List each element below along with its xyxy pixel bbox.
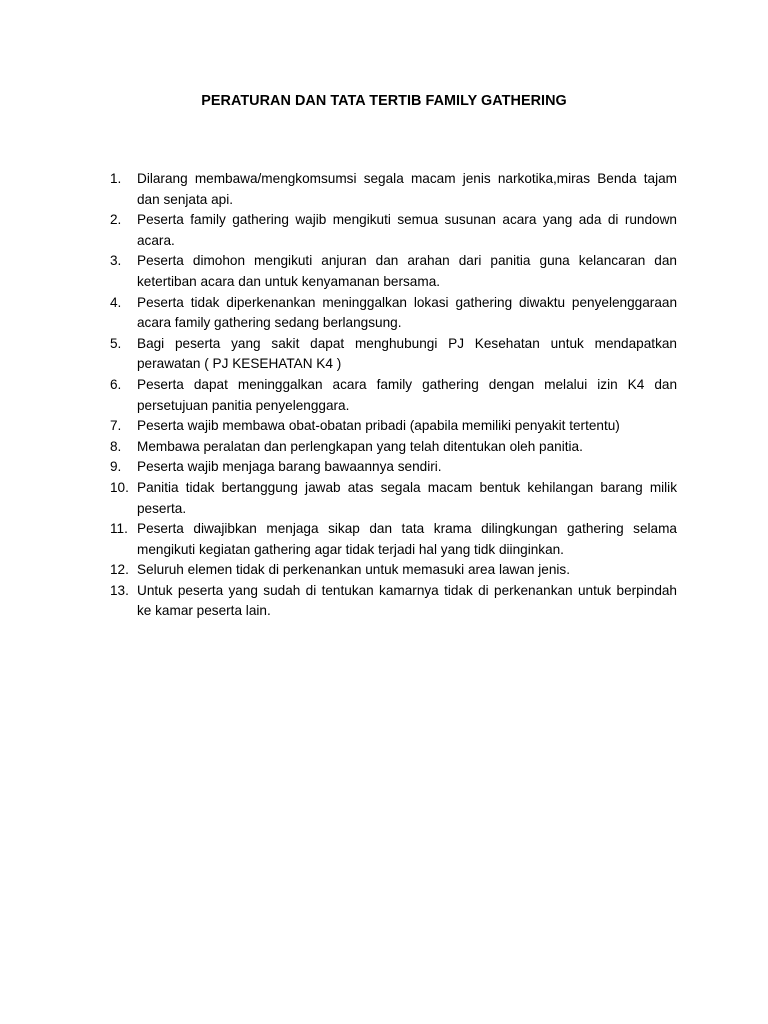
rule-number: 10. xyxy=(110,479,129,495)
rule-text: Membawa peralatan dan perlengkapan yang telah ditentukan oleh panitia. xyxy=(137,438,583,454)
rule-text: Peserta tidak diperkenankan meninggalkan lokasi gathering diwaktu penyelenggaraan acara family gathering sedang berlangsung. xyxy=(137,294,677,331)
rule-item-8 xyxy=(110,437,677,458)
rule-item-12 xyxy=(110,560,677,581)
rule-number: 1. xyxy=(110,171,122,186)
rule-item-13 xyxy=(110,581,677,622)
rule-text: Peserta family gathering wajib mengikuti semua susunan acara yang ada di rundown acara. xyxy=(137,212,677,248)
rule-number: 4. xyxy=(110,294,122,310)
rule-number: 9. xyxy=(110,459,122,475)
rule-number: 8. xyxy=(110,438,122,454)
rule-item-6 xyxy=(110,375,677,416)
rule-item-10 xyxy=(110,478,677,519)
rule-text: Peserta diwajibkan menjaga sikap dan tata krama dilingkungan gathering selama mengikuti kegiatan gathering agar tidak terjadi hal yang tidk diinginkan. xyxy=(137,521,677,557)
rule-number: 12. xyxy=(110,562,129,578)
rule-number: 2. xyxy=(110,212,122,228)
rules-list xyxy=(110,169,677,622)
rule-text: Peserta wajib membawa obat-obatan pribadi (apabila memiliki penyakit tertentu) xyxy=(137,418,620,434)
rule-item-7 xyxy=(110,416,677,437)
rule-text: Peserta dimohon mengikuti anjuran dan arahan dari panitia guna kelancaran dan ketertiban acara dan untuk kenyamanan bersama. xyxy=(137,253,677,289)
rule-text: Panitia tidak bertanggung jawab atas segala macam bentuk kehilangan barang milik peserta. xyxy=(137,479,677,516)
rule-item-4 xyxy=(110,293,677,334)
rule-item-11 xyxy=(110,519,677,560)
rule-item-9 xyxy=(110,457,677,478)
rule-text: Bagi peserta yang sakit dapat menghubungi PJ Kesehatan untuk mendapatkan perawatan ( PJ KESEHATAN K4 ) xyxy=(137,335,677,372)
rule-number: 13. xyxy=(110,582,129,598)
rule-item-2 xyxy=(110,210,677,251)
rule-number: 11. xyxy=(110,521,128,537)
rule-number: 5. xyxy=(110,335,122,351)
rule-number: 6. xyxy=(110,376,122,392)
rule-text: Peserta dapat meninggalkan acara family gathering dengan melalui izin K4 dan persetujuan panitia penyelenggara. xyxy=(137,376,677,413)
rule-text: Peserta wajib menjaga barang bawaannya sendiri. xyxy=(137,459,442,475)
rule-item-3 xyxy=(110,251,677,292)
document-title: PERATURAN DAN TATA TERTIB FAMILY GATHERING xyxy=(201,93,567,109)
rule-text: Seluruh elemen tidak di perkenankan untuk memasuki area lawan jenis. xyxy=(137,562,570,578)
rule-number: 7. xyxy=(110,418,122,434)
rule-text: Untuk peserta yang sudah di tentukan kamarnya tidak di perkenankan untuk berpindah ke kamar peserta lain. xyxy=(137,582,677,619)
rule-item-5 xyxy=(110,334,677,375)
rule-number: 3. xyxy=(110,253,122,269)
rule-text: Dilarang membawa/mengkomsumsi segala macam jenis narkotika,miras Benda tajam dan senjata api. xyxy=(137,171,677,207)
rule-item-1 xyxy=(110,169,677,210)
